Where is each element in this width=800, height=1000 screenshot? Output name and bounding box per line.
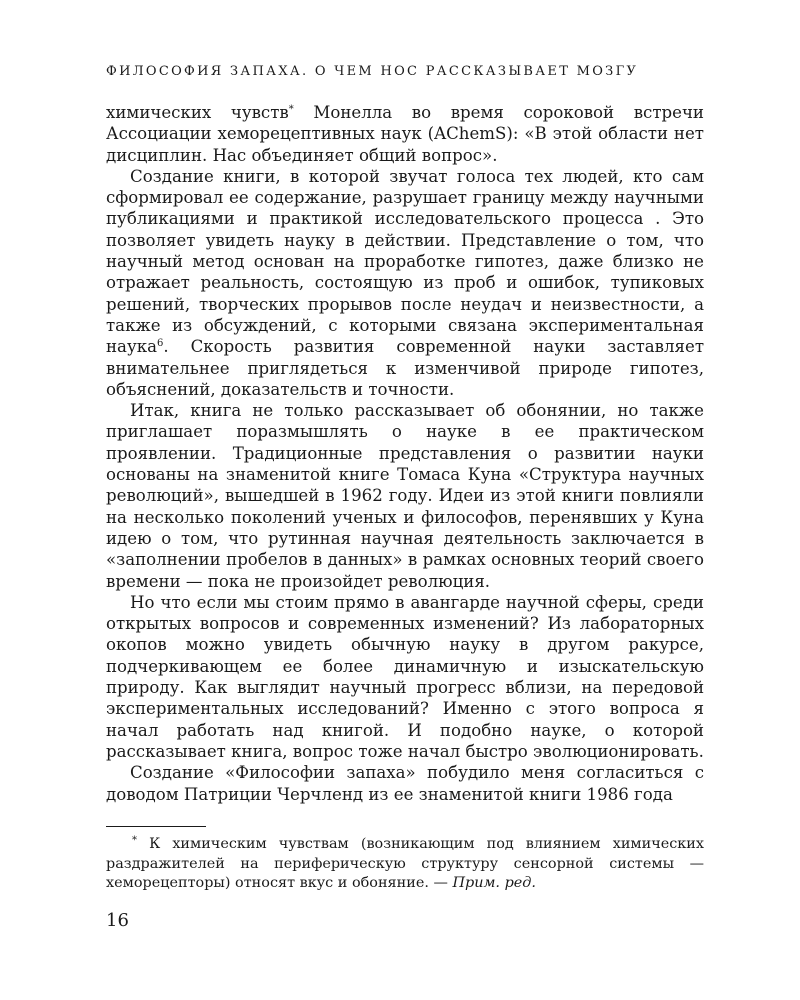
paragraph: Итак, книга не только рассказывает об обонянии, но также приглашает поразмышлять о науке в ее практическом проявлении. Традиционные представления о развитии науки основаны на знаменитой книге Томаса Куна «Структура научных революций», вышедшей в 1962 году. Идеи из этой книги повлияли на несколько поколений ученых и философов, перенявших у Куна идею о том, что рутинная научная деятельность заключается в «заполнении пробелов в данных» в рамках основных теорий своего времени — пока не произойдет революция. bbox=[106, 401, 704, 591]
page-number: 16 bbox=[106, 910, 129, 931]
footnote-text bbox=[106, 835, 704, 894]
text-run: Монелла во время сороковой встречи Ассоциации хеморецептивных наук (AChemS): «В этой области нет дисциплин. Нас объединяет общий вопрос». bbox=[106, 103, 704, 165]
footnote-marker: * bbox=[132, 835, 137, 846]
text-run: . Скорость развития современной науки заставляет внимательнее приглядеться к изменчивой природе гипотез, объяснений, доказательств и точности. bbox=[106, 337, 704, 399]
main-text bbox=[106, 102, 704, 805]
footnote-body: К химическим чувствам (возникающим под влиянием химических раздражителей на периферическую структуру сенсорной системы — хеморецепторы) относят вкус и обоняние. — bbox=[106, 836, 704, 891]
footnote bbox=[106, 835, 704, 894]
text-run: химических чувств bbox=[106, 103, 289, 122]
paragraph-continuation bbox=[106, 102, 704, 166]
paragraph: Но что если мы стоим прямо в авангарде научной сферы, среди открытых вопросов и современных изменений? Из лабораторных окопов можно увидеть обычную науку в другом ракурсе, подчеркивающем ее более динамичную и изыскательскую природу. Как выглядит научный прогресс вблизи, на передовой экспериментальных исследований? Именно с этого вопроса я начал работать над книгой. И подобно науке, о которой рассказывает книга, вопрос тоже начал быстро эволюционировать. bbox=[106, 592, 704, 761]
editor-note: Прим. ред. bbox=[452, 875, 536, 891]
running-header: ФИЛОСОФИЯ ЗАПАХА. О ЧЕМ НОС РАССКАЗЫВАЕТ МОЗГУ bbox=[106, 64, 639, 79]
endnote-reference: 6 bbox=[156, 338, 164, 350]
footnote-divider bbox=[106, 826, 206, 827]
footnote-reference: * bbox=[288, 104, 294, 115]
paragraph-continues: Создание «Философии запаха» побудило меня согласиться с доводом Патриции Черчленд из ее знаменитой книги 1986 года bbox=[106, 763, 704, 804]
paragraph bbox=[106, 166, 704, 400]
text-run: Создание книги, в которой звучат голоса тех людей, кто сам сформировал ее содержание, разрушает границу между научными публикациями и практикой исследовательского процесса . Это позволяет увидеть науку в действии. Представление о том, что научный метод основан на проработке гипотез, даже близко не отражает реальность, состоящую из проб и ошибок, тупиковых решений, творческих прорывов после неудач и неизвестности, а также из обсуждений, с которыми связана экспериментальная наука bbox=[106, 166, 704, 357]
